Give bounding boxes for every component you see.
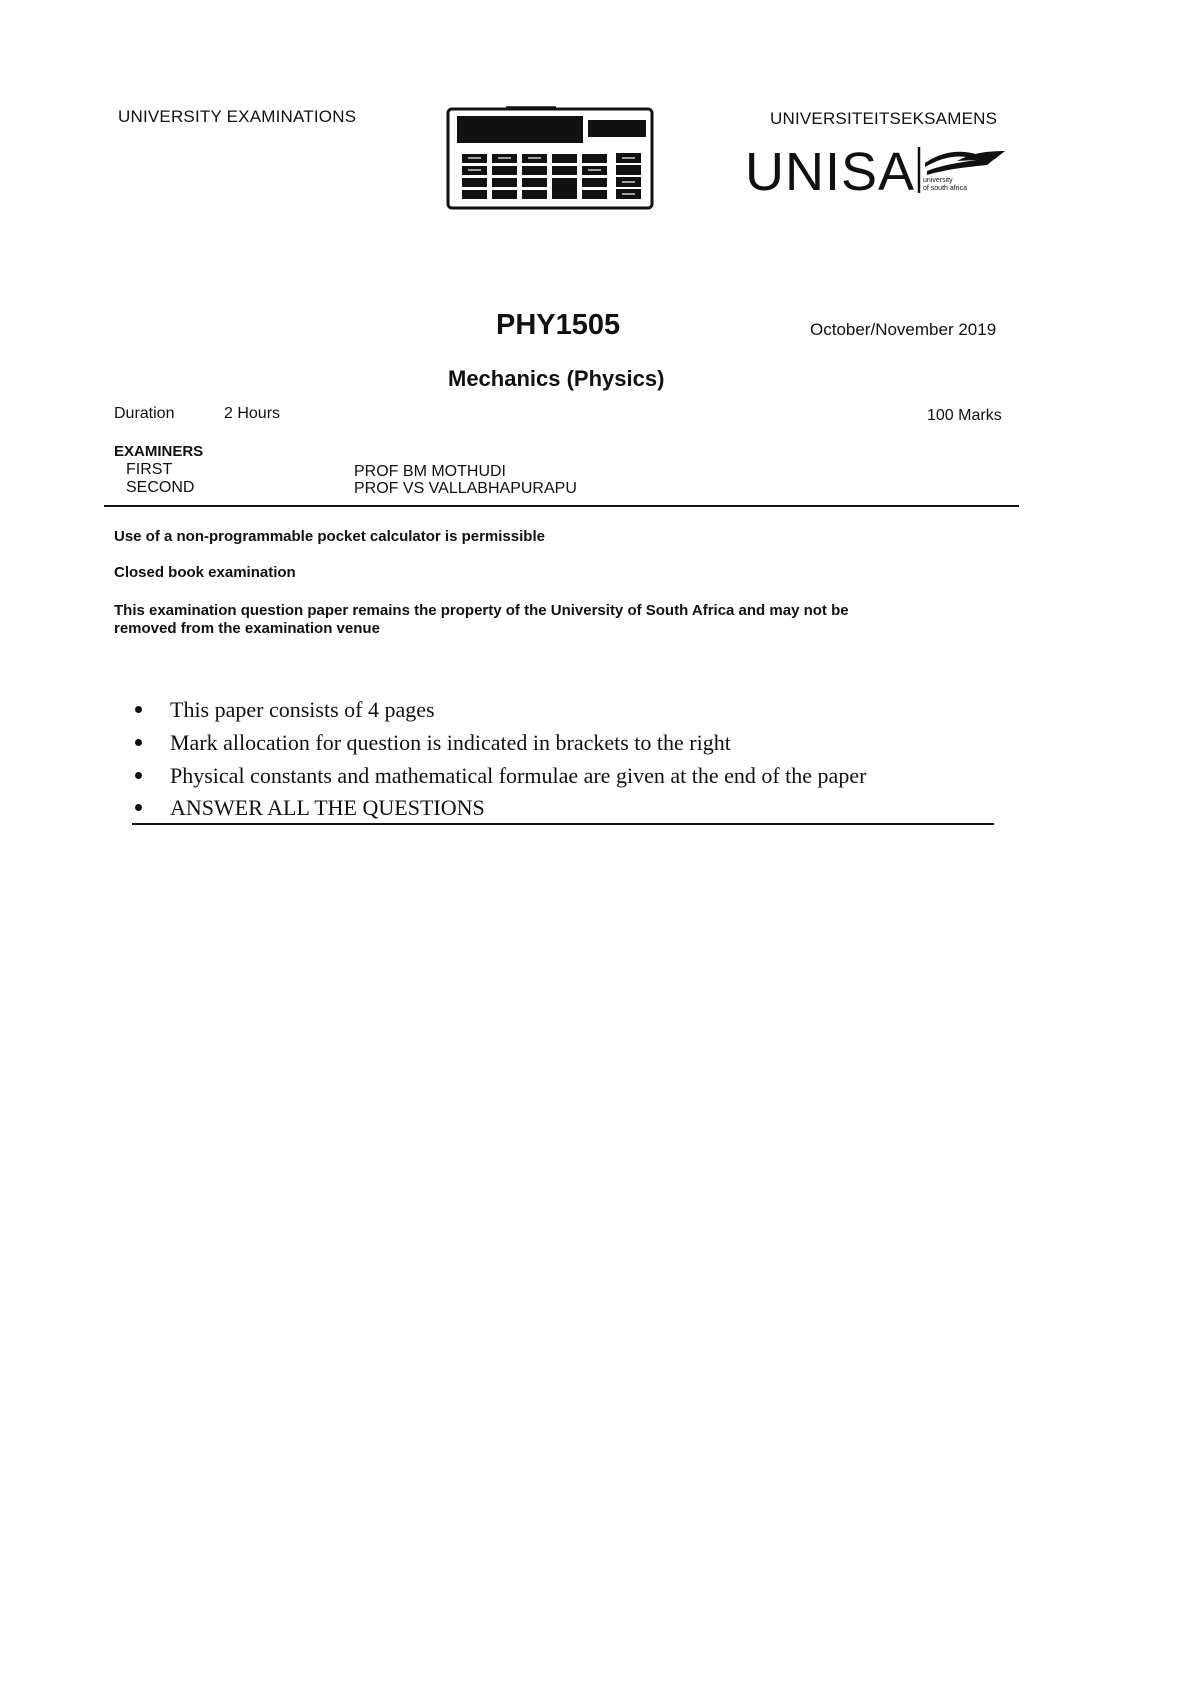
universiteitseksamens-title: UNIVERSITEITSEKSAMENS bbox=[770, 109, 998, 128]
bullet-icon bbox=[135, 706, 142, 713]
bullet-icon bbox=[135, 772, 142, 779]
second-examiner-name: PROF VS VALLABHAPURAPU bbox=[354, 480, 577, 497]
duration-value: 2 Hours bbox=[224, 405, 281, 422]
exam-code: PHY1505 bbox=[496, 309, 621, 341]
instruction-item: Physical constants and mathematical formulae are given at the end of the paper bbox=[170, 763, 867, 788]
second-examiner-label: SECOND bbox=[126, 479, 195, 496]
first-examiner-label: FIRST bbox=[126, 461, 173, 478]
instruction-item: ANSWER ALL THE QUESTIONS bbox=[170, 795, 485, 820]
exam-subject: Mechanics (Physics) bbox=[448, 366, 665, 391]
total-marks: 100 Marks bbox=[927, 407, 1002, 424]
property-notice-line-1: This examination question paper remains the property of the University of South Africa and may not be bbox=[114, 602, 849, 619]
bullet-icon bbox=[135, 804, 142, 811]
unisa-tagline-line-2: of south africa bbox=[923, 185, 967, 192]
unisa-logo-text: UNISA bbox=[745, 142, 916, 202]
unisa-tagline bbox=[923, 177, 967, 193]
header-divider bbox=[104, 505, 1019, 507]
exam-session: October/November 2019 bbox=[810, 320, 997, 339]
unisa-tagline-line-1: university bbox=[923, 177, 953, 184]
instruction-item: This paper consists of 4 pages bbox=[170, 697, 435, 722]
calculator-notice: Use of a non-programmable pocket calculator is permissible bbox=[114, 528, 545, 545]
examiners-heading: EXAMINERS bbox=[114, 443, 204, 460]
instructions-underline bbox=[132, 823, 994, 825]
first-examiner-name: PROF BM MOTHUDI bbox=[354, 463, 506, 480]
calculator-icon bbox=[446, 106, 656, 217]
closed-book-notice: Closed book examination bbox=[114, 564, 296, 581]
unisa-logo bbox=[745, 141, 1005, 209]
bullet-icon bbox=[135, 739, 142, 746]
duration-label: Duration bbox=[114, 405, 175, 422]
property-notice-line-2: removed from the examination venue bbox=[114, 620, 380, 637]
instruction-item: Mark allocation for question is indicated in brackets to the right bbox=[170, 730, 731, 755]
university-examinations-title: UNIVERSITY EXAMINATIONS bbox=[118, 107, 357, 126]
